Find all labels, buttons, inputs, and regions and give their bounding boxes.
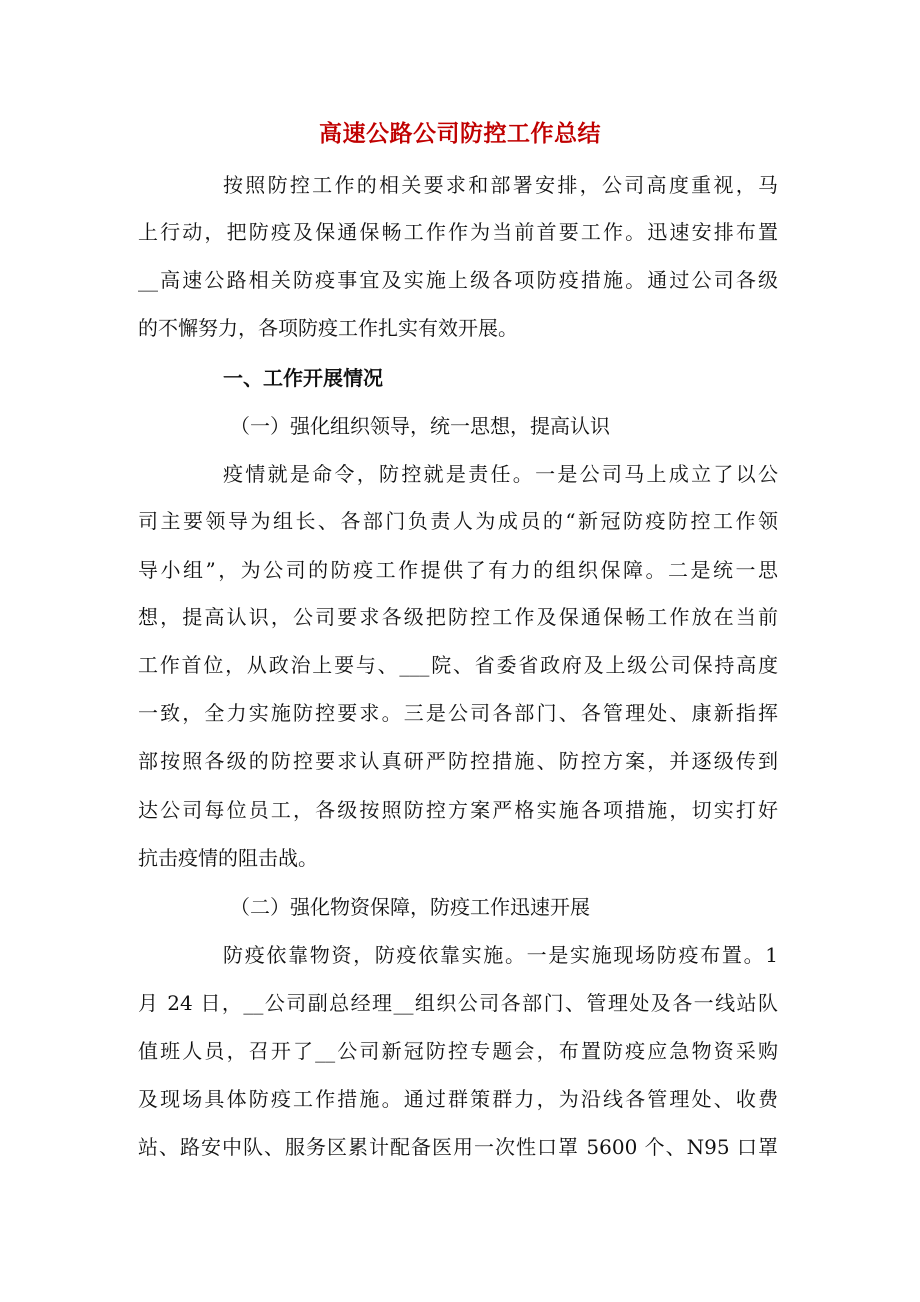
sub1-line-9: 抗击疫情的阻击战。 xyxy=(138,846,318,870)
intro-line-3: __高速公路相关防疫事宜及实施上级各项防疫措施。通过公司各级 xyxy=(138,268,778,292)
sub1-line-1: 疫情就是命令，防控就是责任。一是公司马上成立了以公 xyxy=(223,462,778,486)
sub1-line-5: 工作首位，从政治上要与、___院、省委省政府及上级公司保持高度 xyxy=(138,653,778,677)
sub1-line-6: 一致，全力实施防控要求。三是公司各部门、各管理处、康新指挥 xyxy=(138,701,778,725)
document-title: 高速公路公司防控工作总结 xyxy=(319,121,601,147)
sub1-line-4: 想，提高认识，公司要求各级把防控工作及保通保畅工作放在当前 xyxy=(138,605,778,629)
sub1-line-3: 导小组”，为公司的防疫工作提供了有力的组织保障。二是统一思 xyxy=(138,558,778,582)
subheading-supplies: （二）强化物资保障，防疫工作迅速开展 xyxy=(230,895,590,919)
sub2-line-1: 防疫依靠物资，防疫依靠实施。一是实施现场防疫布置。1 xyxy=(223,943,778,967)
sub2-line-5: 站、路安中队、服务区累计配备医用一次性口罩 5600 个、N95 口罩 xyxy=(138,1135,778,1159)
intro-line-1: 按照防控工作的相关要求和部署安排，公司高度重视，马 xyxy=(223,173,778,197)
sub2-line-3: 值班人员，召开了__公司新冠防控专题会，布置防疫应急物资采购 xyxy=(138,1039,778,1063)
sub2-line-2: 月 24 日，__公司副总经理__组织公司各部门、管理处及各一线站队 xyxy=(138,991,778,1015)
sub2-line-4: 及现场具体防疫工作措施。通过群策群力，为沿线各管理处、收费 xyxy=(138,1087,778,1111)
section-heading-work-status: 一、工作开展情况 xyxy=(223,366,383,390)
subheading-organization: （一）强化组织领导，统一思想，提高认识 xyxy=(230,414,610,438)
sub1-line-2: 司主要领导为组长、各部门负责人为成员的“新冠防疫防控工作领 xyxy=(138,509,778,533)
intro-line-2: 上行动，把防疫及保通保畅工作作为当前首要工作。迅速安排布置 xyxy=(138,220,778,244)
intro-line-4: 的不懈努力，各项防疫工作扎实有效开展。 xyxy=(138,316,518,340)
sub1-line-7: 部按照各级的防控要求认真研严防控措施、防控方案，并逐级传到 xyxy=(138,749,778,773)
sub1-line-8: 达公司每位员工，各级按照防控方案严格实施各项措施，切实打好 xyxy=(138,798,778,822)
